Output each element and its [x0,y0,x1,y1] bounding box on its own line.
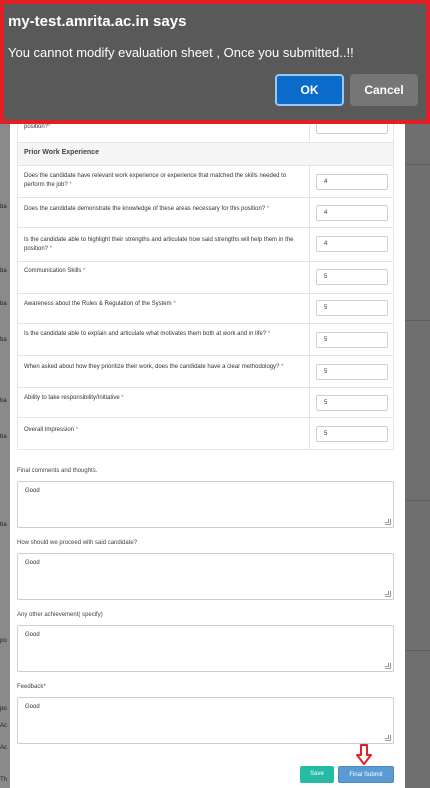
question-text: Does the candidate have relevant work experience or experience that matched the skills needed to perform the job? * [24,173,287,188]
bg-fragment: Th [0,777,8,783]
question-row [17,166,394,198]
final-comments-value: Good [25,488,40,494]
question-row [17,418,394,450]
bg-fragment: ba [0,398,7,404]
red-arrow-down-icon [356,744,372,766]
question-text: Overall Impression * [24,427,79,433]
question-text: Does the candidate demonstrate the knowledge of these areas necessary for this position? * [24,206,270,212]
score-input[interactable]: 4 [316,205,388,221]
bg-fragment: ba [0,204,7,210]
feedback-textarea[interactable] [17,697,394,744]
achievement-value: Good [25,632,40,638]
final-comments-label: Final comments and thoughts. [17,468,98,474]
question-text: Ability to take responsibility/Initiative * [24,395,124,401]
ok-button[interactable]: OK [275,74,344,106]
bg-divider [405,164,430,165]
resize-handle-icon[interactable] [385,591,391,597]
dialog-message: You cannot modify evaluation sheet , Once you submitted..!! [8,45,354,60]
question-text: Communication Skills * [24,268,86,274]
bg-fragment: po [0,638,7,644]
feedback-label: Feedback* [17,684,46,690]
score-input[interactable]: 5 [316,269,388,285]
alert-dialog [0,0,430,124]
bg-fragment: ba [0,301,7,307]
resize-handle-icon[interactable] [385,663,391,669]
question-row [17,356,394,388]
score-input[interactable]: 5 [316,332,388,348]
dialog-title: my-test.amrita.ac.in says [8,13,187,30]
bg-divider [405,650,430,651]
question-row [17,388,394,418]
bg-fragment: ba [0,434,7,440]
resize-handle-icon[interactable] [385,735,391,741]
question-row [17,198,394,228]
bg-fragment: ba [0,337,7,343]
section-title-text: Prior Work Experience [24,149,99,156]
question-row [17,294,394,324]
bg-divider [405,320,430,321]
question-text: Is the candidate able to highlight their strengths and articulate how said strengths will help them in the position? * [24,237,294,252]
question-text: When asked about how they prioritize their work, does the candidate have a clear methodology? * [24,364,284,370]
bg-fragment: po [0,706,7,712]
score-input[interactable]: 5 [316,426,388,442]
score-input[interactable]: 5 [316,364,388,380]
bg-fragment: Ac [0,723,8,729]
section-title-prior-work [17,142,394,166]
proceed-value: Good [25,560,40,566]
score-input[interactable]: 4 [316,174,388,190]
save-button[interactable]: Save [300,766,334,783]
question-text: position?* [24,124,51,130]
question-text: Is the candidate able to explain and articulate what motivates them both at work and in life? * [24,331,271,337]
score-input[interactable]: 5 [316,395,388,411]
score-input[interactable]: 4 [316,236,388,252]
feedback-value: Good [25,704,40,710]
final-submit-button[interactable]: Final Submit [338,766,394,783]
final-comments-textarea[interactable] [17,481,394,528]
proceed-label: How should we proceed with said candidate? [17,540,138,546]
question-text: Awareness about the Rules & Regulation of the System * [24,301,176,307]
question-row [17,228,394,262]
bg-fragment: ba [0,522,7,528]
bg-fragment: Ac [0,745,8,751]
question-row [17,262,394,294]
score-input[interactable]: 5 [316,300,388,316]
achievement-textarea[interactable] [17,625,394,672]
proceed-textarea[interactable] [17,553,394,600]
bg-fragment: ba [0,268,7,274]
achievement-label: Any other achievement( specify) [17,612,103,618]
resize-handle-icon[interactable] [385,519,391,525]
question-row [17,324,394,356]
cancel-button[interactable]: Cancel [350,74,418,106]
bg-divider [405,500,430,501]
